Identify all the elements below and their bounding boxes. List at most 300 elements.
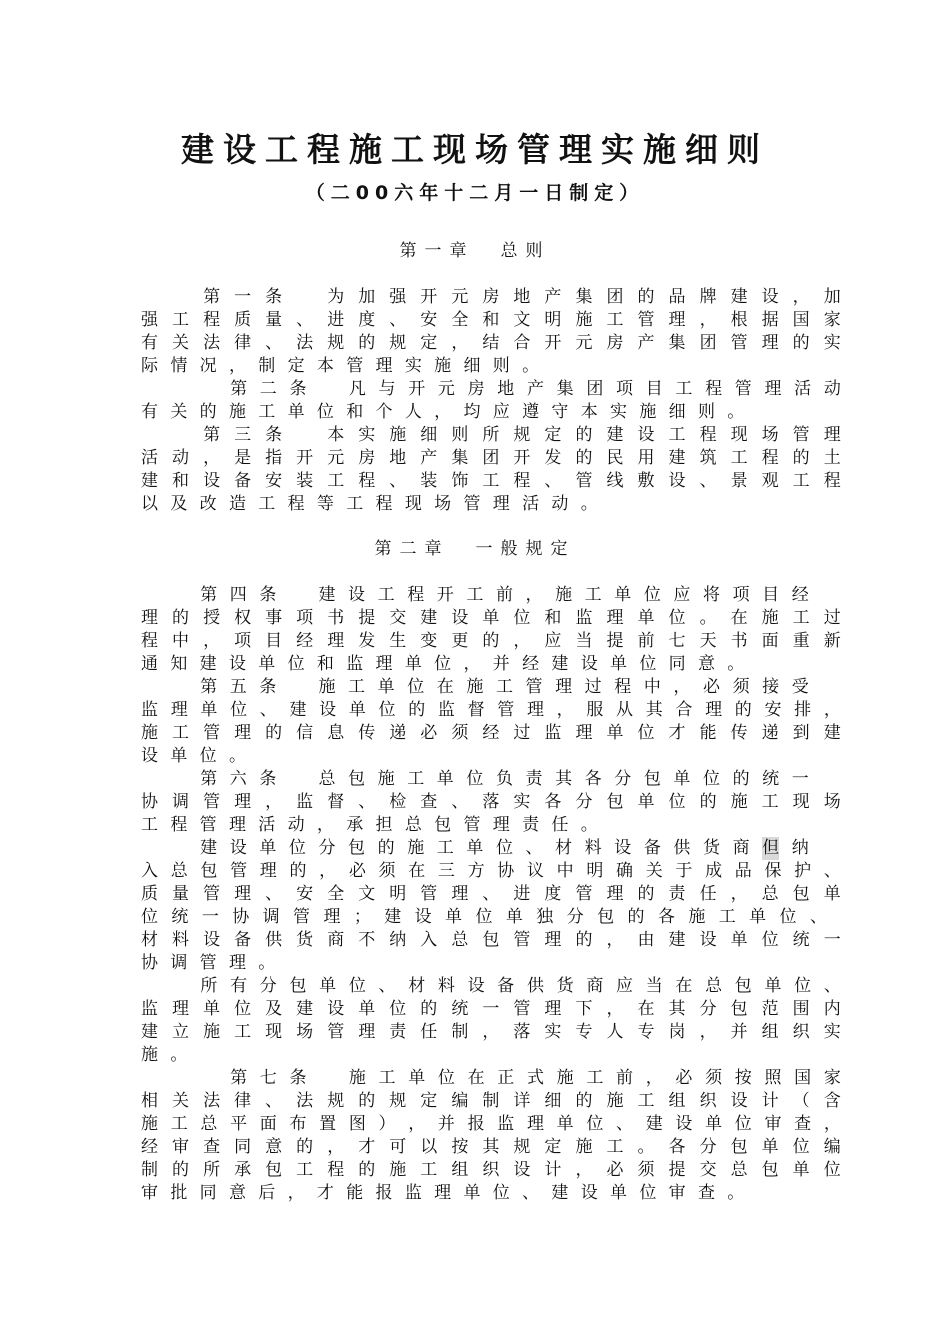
text-char: 生 xyxy=(389,631,407,651)
text-char xyxy=(172,424,189,447)
text-char: 改 xyxy=(199,494,229,514)
text-char: 备 xyxy=(234,930,252,950)
text-char: 家 xyxy=(823,1068,841,1088)
text-char: 事 xyxy=(265,608,283,628)
text-char: 各 xyxy=(584,769,602,789)
text-char: 强 xyxy=(141,310,158,330)
text-char: 产 xyxy=(637,333,655,353)
text-char: 。 xyxy=(580,494,610,514)
text-char: ， xyxy=(556,700,574,720)
text-char: 单 xyxy=(408,1068,426,1088)
text-char: 一 xyxy=(791,769,809,789)
text-char: 、 xyxy=(265,1091,283,1111)
text-char: 量 xyxy=(265,310,283,330)
text-char: 场 xyxy=(823,792,841,812)
text-line xyxy=(141,1182,841,1205)
text-char: 总 xyxy=(705,976,723,996)
text-char: 管 xyxy=(463,815,493,835)
text-char: 施 xyxy=(228,402,259,422)
text-char: 一 xyxy=(234,287,252,307)
text-char: 分 xyxy=(575,792,593,812)
text-char xyxy=(289,584,306,607)
text-line xyxy=(141,768,809,791)
text-char: 织 xyxy=(699,1091,717,1111)
text-char: 过 xyxy=(513,723,531,743)
text-char: 的 xyxy=(637,287,655,307)
text-char: ， xyxy=(823,700,841,720)
text-char: 以 xyxy=(420,1137,438,1157)
text-char: 位 xyxy=(407,677,425,697)
text-char: 量 xyxy=(172,884,190,904)
text-char: 活 xyxy=(794,379,812,399)
text-char: 活 xyxy=(141,448,158,468)
text-char xyxy=(171,837,188,860)
text-char: 第 xyxy=(200,585,218,605)
text-char: 家 xyxy=(823,310,841,330)
text-char: 为 xyxy=(327,287,345,307)
text-char: 设 xyxy=(467,976,485,996)
text-char: 经 xyxy=(482,723,500,743)
text-char: ； xyxy=(353,907,371,927)
text-char: 单 xyxy=(170,746,200,766)
text-line xyxy=(141,424,841,447)
text-char: 分 xyxy=(614,769,632,789)
text-char: 的 xyxy=(408,700,426,720)
text-char: 施 xyxy=(434,356,464,376)
text-char: 设 xyxy=(229,838,247,858)
text-char: 单 xyxy=(466,838,484,858)
text-char: 传 xyxy=(730,723,748,743)
text-char: 位 xyxy=(492,1183,523,1203)
text-char: 专 xyxy=(637,1022,655,1042)
text-char: 单 xyxy=(637,608,655,628)
text-char: 其 xyxy=(555,769,573,789)
text-char: 四 xyxy=(229,585,247,605)
text-char: 督 xyxy=(327,792,345,812)
text-char: 同 xyxy=(668,654,698,674)
text-char: 须 xyxy=(378,861,396,881)
text-char: 的 xyxy=(627,907,645,927)
text-char: 开 xyxy=(544,333,562,353)
text-char: 理 xyxy=(451,884,469,904)
text-char: 牌 xyxy=(699,287,717,307)
text-char: ， xyxy=(525,585,543,605)
text-char: 管 xyxy=(463,494,493,514)
text-char: 式 xyxy=(526,1068,544,1088)
text-char: 位 xyxy=(792,1137,810,1157)
text-line xyxy=(141,470,841,493)
text-char: 造 xyxy=(228,494,259,514)
text-line xyxy=(141,309,841,332)
text-line xyxy=(141,837,809,860)
text-char: 管 xyxy=(637,310,655,330)
text-char: 律 xyxy=(234,1091,252,1111)
text-char: 组 xyxy=(451,1160,469,1180)
text-char: 管 xyxy=(730,333,748,353)
text-char xyxy=(171,768,188,791)
text-char: 现 xyxy=(792,792,810,812)
text-char: 施 xyxy=(141,1114,158,1134)
text-char: 监 xyxy=(544,723,562,743)
text-char: 总 xyxy=(170,861,188,881)
text-char: 前 xyxy=(495,585,513,605)
text-char: 关 xyxy=(172,333,190,353)
text-char: 工 xyxy=(761,792,779,812)
text-char: 单 xyxy=(463,1183,493,1203)
text-char: 担 xyxy=(375,815,405,835)
text-char: 检 xyxy=(389,792,407,812)
text-char: 工 xyxy=(730,448,748,468)
text-char: 项 xyxy=(616,379,633,399)
text-char: 查 xyxy=(420,792,438,812)
text-char: 同 xyxy=(234,1137,252,1157)
text-char: 必 xyxy=(348,861,366,881)
text-char: 统 xyxy=(792,930,810,950)
text-char: 工 xyxy=(668,425,686,445)
text-char: 工 xyxy=(586,1068,604,1088)
text-char: 经 xyxy=(141,1137,158,1157)
text-char: 人 xyxy=(404,402,435,422)
text-char: 工 xyxy=(420,1160,438,1180)
text-char: ， xyxy=(730,884,748,904)
text-char: 施 xyxy=(730,792,748,812)
text-char: 工 xyxy=(378,1068,396,1088)
text-char: 开 xyxy=(420,287,438,307)
text-char: 总 xyxy=(404,815,435,835)
text-char: 负 xyxy=(495,769,513,789)
text-char: 监 xyxy=(575,608,593,628)
text-char: 理 xyxy=(327,631,345,651)
text-char: 前 xyxy=(616,1068,633,1088)
document-title: 建设工程施工现场管理实施细则 xyxy=(181,130,769,169)
text-char: 中 xyxy=(556,861,574,881)
text-char: 必 xyxy=(675,1068,693,1088)
text-char: 理 xyxy=(234,723,252,743)
text-char: 包 xyxy=(606,792,624,812)
text-char: ， xyxy=(645,1068,663,1088)
text-line xyxy=(141,860,841,883)
text-char: 详 xyxy=(513,1091,531,1111)
text-char xyxy=(289,768,306,791)
text-char: 承 xyxy=(234,1160,252,1180)
text-char: 集 xyxy=(451,448,469,468)
text-char: 护 xyxy=(794,861,812,881)
text-char: ， xyxy=(606,999,624,1019)
text-char: 管 xyxy=(230,861,248,881)
text-char: 团 xyxy=(699,333,717,353)
text-char: 建 xyxy=(296,999,314,1019)
text-char: 应 xyxy=(544,631,562,651)
text-char: 工 xyxy=(172,723,190,743)
text-char: 定 xyxy=(544,1137,562,1157)
text-line xyxy=(141,378,841,401)
text-char: 报 xyxy=(467,1114,485,1134)
text-char: 规 xyxy=(513,1137,531,1157)
text-char: 材 xyxy=(555,838,573,858)
text-char: 、 xyxy=(265,884,283,904)
text-char: 施 xyxy=(348,1068,366,1088)
text-char: 设 xyxy=(319,700,337,720)
text-char: 工 xyxy=(170,1114,188,1134)
text-char: 规 xyxy=(389,333,407,353)
text-char: 管 xyxy=(293,907,311,927)
text-char: 单 xyxy=(749,907,767,927)
text-char: 条 xyxy=(259,769,277,789)
text-char: 现 xyxy=(265,1022,283,1042)
text-char: 供 xyxy=(526,976,544,996)
text-char: 地 xyxy=(513,287,531,307)
text-char: 独 xyxy=(536,907,554,927)
text-char: 与 xyxy=(378,379,396,399)
text-char: 单 xyxy=(610,1183,640,1203)
text-char: 单 xyxy=(705,1114,723,1134)
text-char: ， xyxy=(434,402,464,422)
text-char: 信 xyxy=(296,723,314,743)
text-char: 。 xyxy=(727,1183,757,1203)
text-char: 位 xyxy=(586,1114,604,1134)
text-char: 和 xyxy=(172,471,190,491)
text-char: 。 xyxy=(727,654,757,674)
text-char: 监 xyxy=(437,700,455,720)
text-char: 调 xyxy=(170,953,200,973)
text-char: 目 xyxy=(762,585,780,605)
text-char: 位 xyxy=(234,999,252,1019)
text-char: 一 xyxy=(823,930,841,950)
text-char: 建 xyxy=(199,654,229,674)
text-char: 包 xyxy=(348,838,366,858)
text-char: 施 xyxy=(389,1160,407,1180)
text-char: 设 xyxy=(580,654,610,674)
text-char: 进 xyxy=(327,310,345,330)
text-char: 落 xyxy=(482,792,500,812)
text-char xyxy=(200,1067,217,1090)
text-char: 统 xyxy=(762,769,780,789)
text-char: 工 xyxy=(792,608,810,628)
text-char: 图 xyxy=(348,1114,366,1134)
text-char: 供 xyxy=(673,838,691,858)
text-char: 总 xyxy=(200,1114,218,1134)
text-char: 理 xyxy=(668,310,686,330)
text-char: 第 xyxy=(203,287,221,307)
text-char: 纳 xyxy=(389,930,407,950)
text-char: 理 xyxy=(823,425,841,445)
text-char: 工 xyxy=(346,494,376,514)
text-char: 安 xyxy=(420,310,438,330)
text-char: 。 xyxy=(727,402,757,422)
text-char: 料 xyxy=(172,930,190,950)
text-char: 工 xyxy=(377,585,395,605)
text-char xyxy=(141,584,158,607)
text-char: 能 xyxy=(346,1183,376,1203)
text-char: 分 xyxy=(318,838,336,858)
text-char: 监 xyxy=(141,700,158,720)
text-char: 组 xyxy=(761,1022,779,1042)
text-char: 管 xyxy=(203,723,221,743)
document-subtitle: （二00六年十二月一日制定） xyxy=(305,182,645,204)
text-char: 的 xyxy=(792,333,810,353)
text-char: 程 xyxy=(407,585,425,605)
text-char: 工 xyxy=(606,310,624,330)
text-char: 下 xyxy=(575,999,593,1019)
text-char: 统 xyxy=(171,907,189,927)
text-char: 、 xyxy=(389,310,407,330)
text-char: 专 xyxy=(575,1022,593,1042)
text-char: 况 xyxy=(199,356,229,376)
text-char: 三 xyxy=(234,425,252,445)
text-char: 工 xyxy=(348,677,366,697)
text-char: 的 xyxy=(575,930,593,950)
text-char: 法 xyxy=(296,1091,314,1111)
text-char: 。 xyxy=(522,356,552,376)
text-char: 经 xyxy=(296,631,314,651)
text-char: 议 xyxy=(526,861,544,881)
text-char: 包 xyxy=(434,815,464,835)
text-char: 均 xyxy=(463,402,493,422)
text-char: 位 xyxy=(199,746,229,766)
text-char: 位 xyxy=(434,654,464,674)
text-char: 筑 xyxy=(699,448,717,468)
text-char: 总 xyxy=(730,1160,748,1180)
text-char: 查 xyxy=(794,1114,812,1134)
chapter-2-heading xyxy=(0,536,950,562)
text-char: 动 xyxy=(551,494,581,514)
text-char: 审 xyxy=(668,1183,698,1203)
text-char: 位 xyxy=(668,792,686,812)
text-char: 传 xyxy=(358,723,376,743)
text-char: 包 xyxy=(730,999,748,1019)
text-line xyxy=(141,1136,841,1159)
text-char: 实 xyxy=(823,1022,841,1042)
text-char: 理 xyxy=(526,1114,544,1134)
text-char: 程 xyxy=(705,379,723,399)
text-char: 货 xyxy=(556,976,574,996)
text-char: ， xyxy=(575,1160,593,1180)
text-line xyxy=(141,676,809,699)
text-char: 当 xyxy=(575,631,593,651)
text-char: 理 xyxy=(375,654,405,674)
text-char: 可 xyxy=(389,1137,407,1157)
text-char: 书 xyxy=(327,608,345,628)
text-char: 经 xyxy=(791,585,809,605)
text-char: 施 xyxy=(407,838,425,858)
text-char: 包 xyxy=(734,976,752,996)
text-char: 场 xyxy=(296,1022,314,1042)
text-char: 调 xyxy=(172,792,190,812)
text-char: 位 xyxy=(643,585,661,605)
text-char: 单 xyxy=(823,884,841,904)
text-char: 元 xyxy=(437,379,455,399)
text-char: 、 xyxy=(525,838,543,858)
text-char: 程 xyxy=(823,471,841,491)
text-char: 货 xyxy=(702,838,720,858)
text-char: 单 xyxy=(287,402,317,422)
text-char: 单 xyxy=(258,654,288,674)
text-char: 制 xyxy=(451,1022,469,1042)
text-char: 动 xyxy=(823,379,841,399)
text-char: 管 xyxy=(792,425,810,445)
text-char: 同 xyxy=(199,1183,229,1203)
text-char: 设 xyxy=(761,287,779,307)
text-char: 并 xyxy=(492,654,523,674)
text-char: 单 xyxy=(436,769,454,789)
text-char: 的 xyxy=(296,1137,314,1157)
text-char: 建 xyxy=(141,471,158,491)
text-char: 装 xyxy=(296,471,314,491)
text-char: 责 xyxy=(389,1022,407,1042)
text-char: 第 xyxy=(203,425,221,445)
text-char: 际 xyxy=(141,356,171,376)
text-char: 任 xyxy=(420,1022,438,1042)
text-char: 现 xyxy=(730,425,748,445)
text-char: 规 xyxy=(327,333,345,353)
text-char: 从 xyxy=(616,700,633,720)
text-char: 按 xyxy=(734,1068,752,1088)
text-char: 团 xyxy=(606,287,624,307)
text-char: 权 xyxy=(234,608,252,628)
text-char: 建 xyxy=(384,907,402,927)
text-char: 接 xyxy=(762,677,780,697)
text-char: 单 xyxy=(730,930,748,950)
text-char: 全 xyxy=(327,884,345,904)
text-char: 敷 xyxy=(637,471,655,491)
text-char: 、 xyxy=(389,471,407,491)
text-char: 管 xyxy=(420,884,438,904)
text-char: 有 xyxy=(141,402,171,422)
text-char: 程 xyxy=(358,471,376,491)
text-char: 程 xyxy=(170,815,200,835)
text-char: 单 xyxy=(556,1114,574,1134)
text-char: 建 xyxy=(823,723,841,743)
text-char: 到 xyxy=(792,723,810,743)
text-char: 理 xyxy=(764,379,782,399)
text-char: ， xyxy=(451,333,469,353)
text-char: 文 xyxy=(513,310,531,330)
text-char: 建 xyxy=(730,287,748,307)
text-char: 明 xyxy=(544,310,562,330)
text-char xyxy=(141,424,158,447)
text-char: 关 xyxy=(645,861,663,881)
text-char: 正 xyxy=(497,1068,515,1088)
text-char: 包 xyxy=(482,930,500,950)
text-char: 工 xyxy=(327,471,345,491)
text-char: 合 xyxy=(513,333,531,353)
text-char: 料 xyxy=(437,976,455,996)
text-char: 责 xyxy=(525,769,543,789)
text-char: 单 xyxy=(377,677,395,697)
text-char: 布 xyxy=(289,1114,307,1134)
text-char: 国 xyxy=(794,1068,812,1088)
text-char: 中 xyxy=(172,631,190,651)
text-char: 督 xyxy=(467,700,485,720)
text-char: 设 xyxy=(228,654,259,674)
text-char: 等 xyxy=(316,494,347,514)
text-char: 面 xyxy=(259,1114,277,1134)
text-char: 位 xyxy=(141,907,158,927)
text-char: 理 xyxy=(228,815,259,835)
text-char: 一 xyxy=(201,907,219,927)
text-char: 设 xyxy=(614,838,632,858)
text-char: 建 xyxy=(200,838,218,858)
text-char: 不 xyxy=(358,930,376,950)
text-char: 备 xyxy=(643,838,661,858)
text-char: 分 xyxy=(699,999,717,1019)
text-char xyxy=(319,1067,336,1090)
text-char: 理 xyxy=(555,677,573,697)
text-char: 建 xyxy=(551,654,581,674)
text-char: ， xyxy=(203,631,221,651)
text-char: ， xyxy=(265,792,283,812)
text-char: 程 xyxy=(375,494,405,514)
